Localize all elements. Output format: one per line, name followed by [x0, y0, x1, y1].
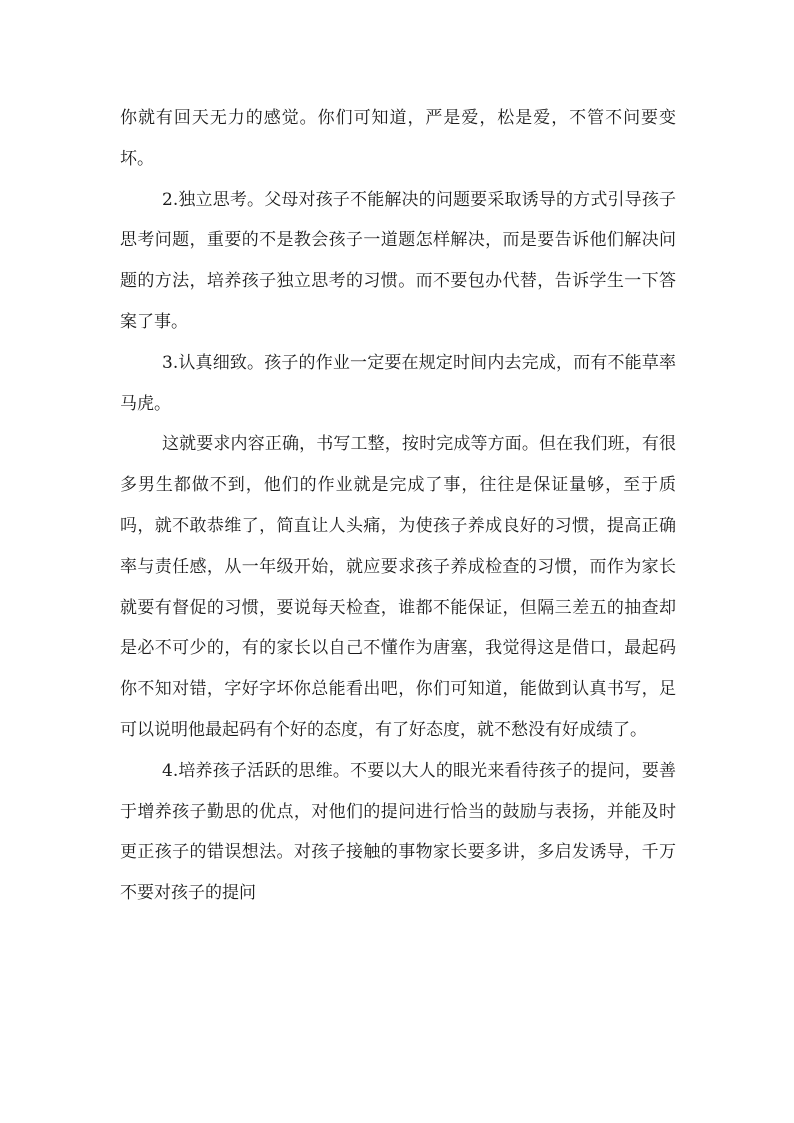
body-text: [120, 98, 676, 914]
paragraph-continuation: 你就有回天无力的感觉。你们可知道，严是爱，松是爱，不管不问要变坏。: [120, 108, 676, 169]
paragraph-active-thinking: 4.培养孩子活跃的思维。不要以大人的眼光来看待孩子的提问，要善于增养孩子勤思的优点，对他们的提问进行恰当的鼓励与表扬，并能及时更正孩子的错误想法。对孩子接触的事物家长要多讲，多启发诱导，千万不要对孩子的提问: [120, 760, 676, 904]
paragraph-careful-work: 3.认真细致。孩子的作业一定要在规定时间内去完成，而有不能草率马虎。: [120, 352, 676, 414]
paragraph-requirements: 这就要求内容正确，书写工整，按时完成等方面。但在我们班，有很多男生都做不到，他们的作业就是完成了事，往往是保证量够，至于质吗，就不敢恭维了，简直让人头痛，为使孩子养成良好的习惯，提高正确率与责任感，从一年级开始，就应要求孩子养成检查的习惯，而作为家长就要有督促的习惯，要说每天检查，谁都不能保证，但隔三差五的抽查却是必不可少的，有的家长以自己不懂作为唐塞，我觉得这是借口，最起码你不知对错，字好字坏你总能看出吧，你们可知道，能做到认真书写，足可以说明他最起码有个好的态度，有了好态度，就不愁没有好成绩了。: [120, 434, 676, 740]
paragraph-independent-thinking: 2.独立思考。父母对孩子不能解决的问题要采取诱导的方式引导孩子思考问题，重要的不是教会孩子一道题怎样解决，而是要告诉他们解决问题的方法，培养孩子独立思考的习惯。而不要包办代替，告诉学生一下答案了事。: [120, 189, 676, 332]
